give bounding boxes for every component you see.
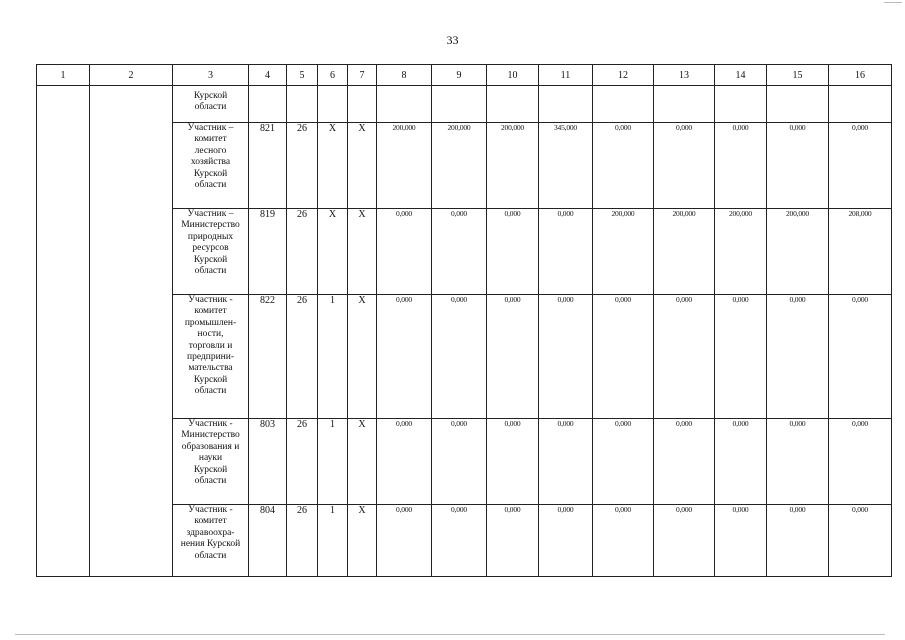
amount-cell: 0,000 [767,295,829,419]
amount-cell [432,86,487,123]
page-number: 33 [446,33,459,47]
amount-cell: 0,000 [654,505,715,577]
amount-cell: 0,000 [654,419,715,505]
amount-cell: 0,000 [715,419,767,505]
amount-cell: 0,000 [539,419,593,505]
amount-cell: 0,000 [377,505,432,577]
amount-cell: 0,000 [487,295,539,419]
code-cell: X [348,419,377,505]
code-cell: X [348,209,377,295]
code-cell: 819 [249,209,287,295]
header-cell: 12 [593,65,654,86]
table-body [37,86,892,577]
amount-cell: 345,000 [539,123,593,209]
amount-cell: 0,000 [715,505,767,577]
amount-cell: 0,000 [593,419,654,505]
code-cell [348,86,377,123]
code-cell [318,86,348,123]
amount-cell: 0,000 [432,209,487,295]
amount-cell: 200,000 [593,209,654,295]
header-cell: 13 [654,65,715,86]
amount-cell: 200,000 [654,209,715,295]
amount-cell [767,86,829,123]
amount-cell: 0,000 [593,505,654,577]
budget-table [36,64,892,577]
participant-name-cell: Курской области [173,86,249,123]
amount-cell: 0,000 [487,209,539,295]
header-cell: 4 [249,65,287,86]
amount-cell: 0,000 [432,505,487,577]
code-cell: X [348,295,377,419]
code-cell: 26 [287,505,318,577]
header-cell: 5 [287,65,318,86]
amount-cell [654,86,715,123]
header-cell: 14 [715,65,767,86]
participant-name-cell: Участник - комитет здравоохра- нения Курской области [173,505,249,577]
amount-cell: 0,000 [539,209,593,295]
amount-cell: 0,000 [487,505,539,577]
amount-cell: 200,000 [432,123,487,209]
code-cell: 821 [249,123,287,209]
code-cell: 804 [249,505,287,577]
header-cell: 2 [90,65,173,86]
col2-cell [90,86,173,577]
amount-cell: 0,000 [829,123,892,209]
participant-name-cell: Участник - комитет промышлен- ности, торговли и предприни- мательства Курской области [173,295,249,419]
amount-cell: 0,000 [715,123,767,209]
header-cell: 1 [37,65,90,86]
amount-cell: 0,000 [767,505,829,577]
amount-cell [593,86,654,123]
amount-cell: 0,000 [593,295,654,419]
header-cell: 16 [829,65,892,86]
amount-cell: 0,000 [829,505,892,577]
amount-cell [487,86,539,123]
amount-cell [715,86,767,123]
code-cell: 26 [287,209,318,295]
amount-cell: 200,000 [715,209,767,295]
code-cell: X [348,505,377,577]
code-cell: 1 [318,419,348,505]
participant-name-cell: Участник - Министерство образования и науки Курской области [173,419,249,505]
code-cell: 26 [287,295,318,419]
header-cell: 9 [432,65,487,86]
amount-cell: 0,000 [539,295,593,419]
header-cell: 6 [318,65,348,86]
amount-cell [377,86,432,123]
code-cell: 822 [249,295,287,419]
amount-cell [539,86,593,123]
participant-name-cell: Участник – Министерство природных ресурсов Курской области [173,209,249,295]
code-cell [249,86,287,123]
amount-cell: 0,000 [377,209,432,295]
code-cell: 26 [287,123,318,209]
header-cell: 3 [173,65,249,86]
code-cell: X [348,123,377,209]
amount-cell: 0,000 [487,419,539,505]
col1-cell [37,86,90,577]
header-cell: 7 [348,65,377,86]
header-cell: 8 [377,65,432,86]
code-cell: 1 [318,295,348,419]
header-cell: 11 [539,65,593,86]
amount-cell [829,86,892,123]
table-row [37,86,892,123]
code-cell: 1 [318,505,348,577]
code-cell: 803 [249,419,287,505]
participant-name-cell: Участник – комитет лесного хозяйства Курской области [173,123,249,209]
amount-cell: 200,000 [487,123,539,209]
amount-cell: 0,000 [829,419,892,505]
amount-cell: 0,000 [654,295,715,419]
amount-cell: 0,000 [539,505,593,577]
code-cell [287,86,318,123]
code-cell: 26 [287,419,318,505]
amount-cell: 200,000 [767,209,829,295]
corner-mark [884,2,902,3]
amount-cell: 0,000 [377,419,432,505]
code-cell: X [318,209,348,295]
amount-cell: 200,000 [377,123,432,209]
amount-cell: 0,000 [654,123,715,209]
header-cell: 15 [767,65,829,86]
amount-cell: 0,000 [432,295,487,419]
page-bottom-divider [15,634,885,635]
amount-cell: 0,000 [715,295,767,419]
amount-cell: 0,000 [432,419,487,505]
amount-cell: 0,000 [767,123,829,209]
header-row [37,65,892,86]
amount-cell: 0,000 [767,419,829,505]
code-cell: X [318,123,348,209]
header-cell: 10 [487,65,539,86]
amount-cell: 0,000 [593,123,654,209]
amount-cell: 0,000 [377,295,432,419]
amount-cell: 208,000 [829,209,892,295]
amount-cell: 0,000 [829,295,892,419]
